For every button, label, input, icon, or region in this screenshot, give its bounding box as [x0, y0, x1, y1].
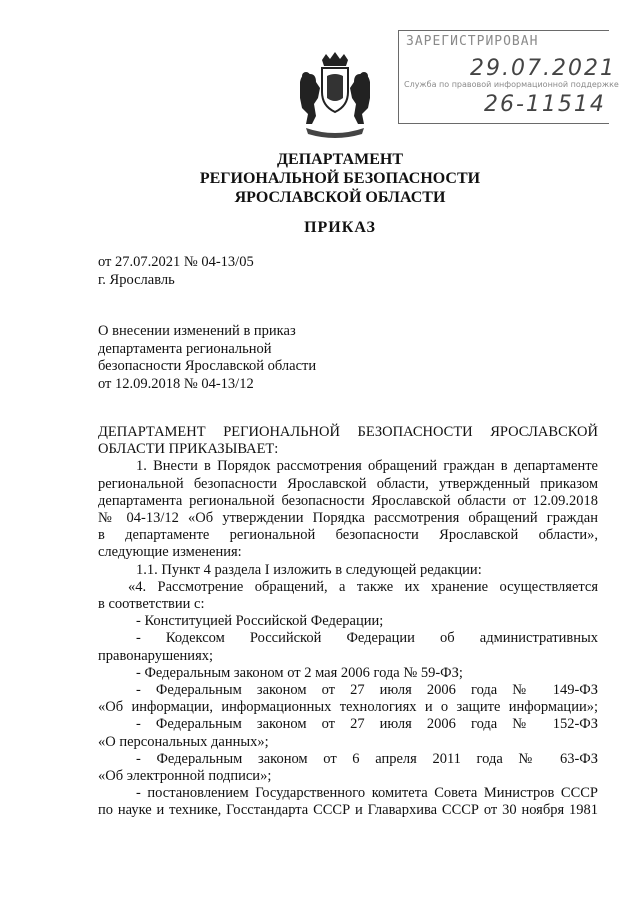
body-line: правонарушениях;: [98, 647, 214, 664]
document-type-title: ПРИКАЗ: [304, 219, 376, 236]
body-line: - Кодексом Российской Федерации об административных: [136, 630, 598, 647]
body-line: 1. Внести в Порядок рассмотрения обращений граждан в департаменте: [136, 458, 598, 475]
stamp-number: 26-11514: [484, 92, 606, 117]
subject-line: О внесении изменений в приказ: [98, 323, 296, 339]
body-line: в соответствии с:: [98, 596, 205, 613]
subject-line: безопасности Ярославской области: [98, 358, 317, 374]
stamp-title: ЗАРЕГИСТРИРОВАН: [406, 34, 539, 49]
body-line: в департаменте региональной безопасности Ярославской области»,: [98, 527, 598, 544]
subject-line: департамента региональной: [98, 340, 272, 357]
header-line: ЯРОСЛАВСКОЙ ОБЛАСТИ: [234, 189, 446, 206]
department-header: [150, 150, 530, 207]
body-line: - Федеральным законом от 6 апреля 2011 года № 63-ФЗ: [136, 750, 598, 767]
stamp-note: Служба по правовой информационной поддержке: [404, 80, 619, 89]
body-line: «Об информации, информационных технологиях и о защите информации»;: [98, 699, 598, 716]
coat-of-arms-emblem: [292, 52, 378, 138]
order-body: [98, 424, 598, 820]
body-line: по науке и технике, Госстандарта СССР и Главархива СССР от 30 ноября 1981: [98, 802, 598, 819]
body-line: департамента региональной безопасности Ярославской области от 12.09.2018: [98, 492, 598, 509]
order-meta: [98, 253, 254, 289]
body-line: - Федеральным законом от 2 мая 2006 года № 59-ФЗ;: [136, 664, 463, 681]
stamp-date: 29.07.2021: [470, 56, 616, 81]
body-line: - Конституцией Российской Федерации;: [136, 613, 384, 630]
body-line: - постановлением Государственного комитета Совета Министров СССР: [136, 785, 598, 802]
body-line: следующие изменения:: [98, 544, 242, 561]
registration-stamp: [398, 30, 619, 124]
header-line: РЕГИОНАЛЬНОЙ БЕЗОПАСНОСТИ: [199, 170, 481, 187]
body-line: - Федеральным законом от 27 июля 2006 года № 149-ФЗ: [136, 682, 598, 699]
subject-line: от 12.09.2018 № 04-13/12: [98, 375, 254, 392]
body-line: - Федеральным законом от 27 июля 2006 года № 152-ФЗ: [136, 716, 598, 733]
body-line: 1.1. Пункт 4 раздела I изложить в следующей редакции:: [136, 561, 482, 578]
body-line: региональной безопасности Ярославской области, утвержденный приказом: [98, 475, 598, 492]
body-line: «О персональных данных»;: [98, 733, 269, 750]
body-line: № 04-13/12 «Об утверждении Порядка рассмотрения обращений граждан: [98, 510, 598, 527]
body-line: ДЕПАРТАМЕНТ РЕГИОНАЛЬНОЙ БЕЗОПАСНОСТИ ЯРОСЛАВСКОЙ: [98, 424, 598, 440]
order-subject: [98, 323, 338, 393]
order-city: г. Ярославль: [98, 272, 175, 288]
body-line: «4. Рассмотрение обращений, а также их хранение осуществляется: [128, 578, 598, 595]
order-date-number: от 27.07.2021 № 04-13/05: [98, 254, 254, 270]
header-line: ДЕПАРТАМЕНТ: [277, 151, 403, 168]
body-line: ОБЛАСТИ ПРИКАЗЫВАЕТ:: [98, 441, 279, 458]
body-line: «Об электронной подписи»;: [98, 768, 272, 785]
